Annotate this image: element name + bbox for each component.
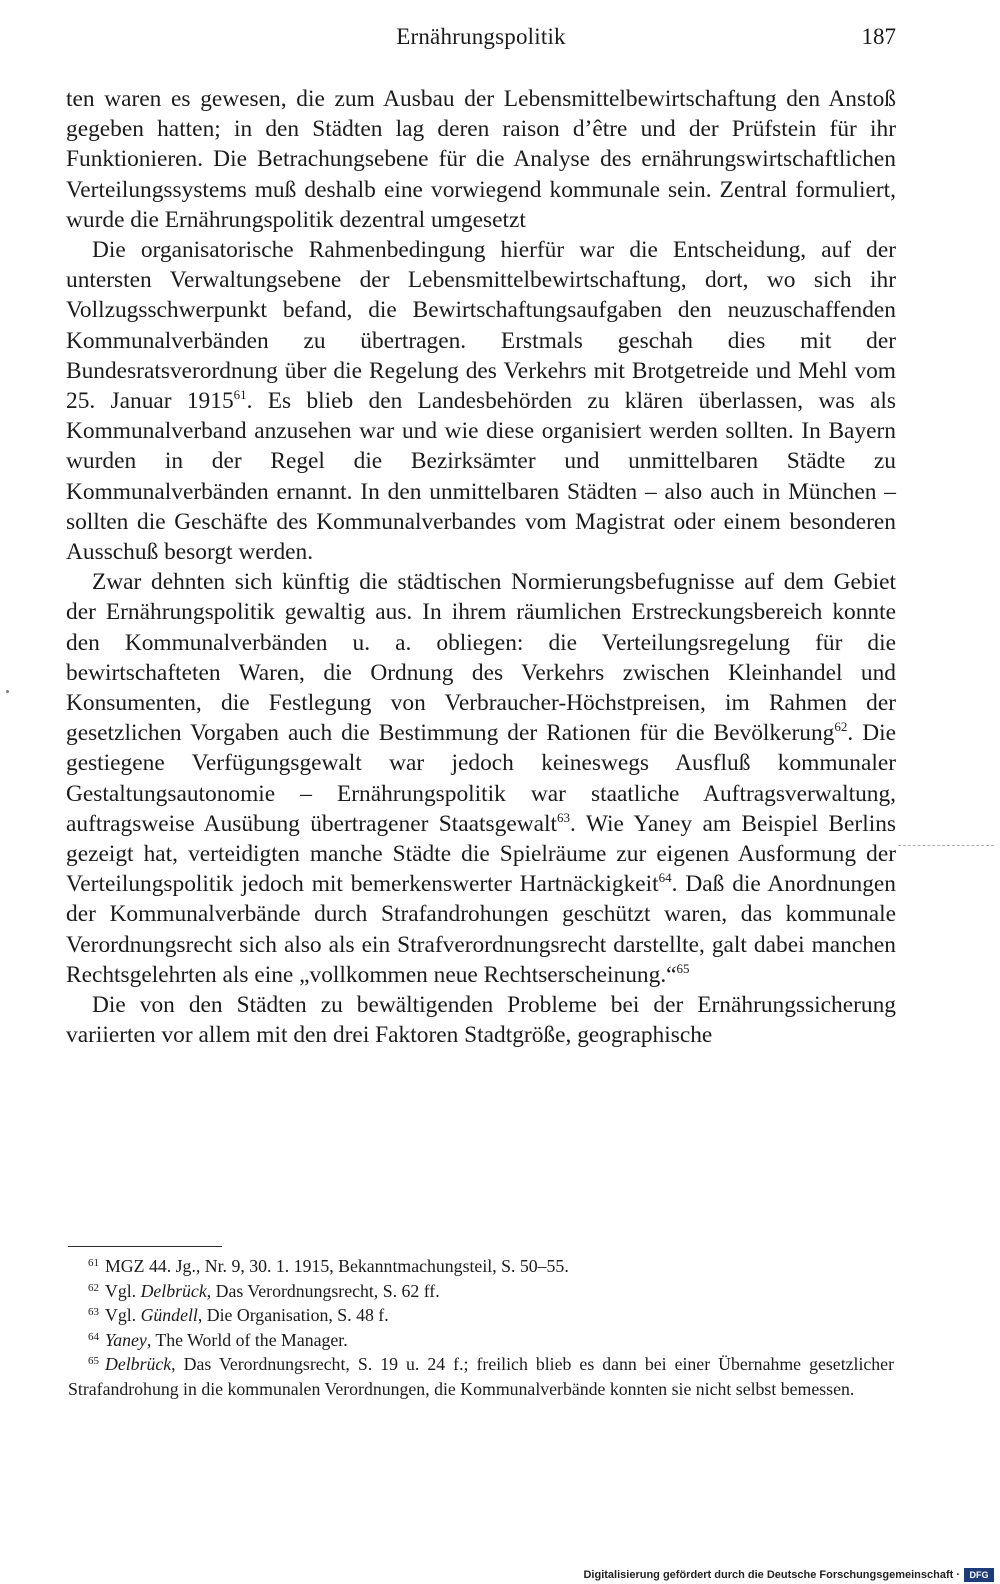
running-title: Ernährungspolitik xyxy=(396,24,566,49)
scan-artifact-dot xyxy=(6,690,9,693)
dfg-logo: DFG xyxy=(964,1568,994,1582)
footnote-64 xyxy=(68,1328,894,1353)
paragraph-2 xyxy=(66,235,896,567)
paragraph-3-part-4: . Daß die Anordnungen der Kommunalverbände durch Strafandrohungen geschützt waren, das kommunale Verordnungsrecht sich also als ein Strafverordnungsrecht darstellte, galt dabei manchen Rechtsgelehrten als eine „vollkommen neue Rechtserscheinung.“ xyxy=(66,871,896,988)
footnote-prefix: Vgl. xyxy=(105,1280,141,1301)
footnote-author: Delbrück xyxy=(105,1354,172,1375)
footnote-author: Delbrück xyxy=(140,1280,207,1301)
footnote-author: Gündell xyxy=(140,1305,198,1326)
footnote-text: MGZ 44. Jg., Nr. 9, 30. 1. 1915, Bekanntmachungsteil, S. 50–55. xyxy=(105,1256,569,1276)
paragraph-3-part-2: . Die gestiegene Verfügungsgewalt war jedoch keineswegs Ausfluß kommunaler Gestaltungsautonomie – Ernährungspolitik war staatliche Auftragsverwaltung, auftragsweise Ausübung übertragener Staatsgewalt xyxy=(66,720,896,837)
paragraph-2-part-1: Die organisatorische Rahmenbedingung hierfür war die Entscheidung, auf der untersten Verwaltungsebene der Lebensmittelbewirtschaftung, dort, wo sich ihr Vollzugsschwerpunkt befand, die Bewirtschaftungsaufgaben den neuzuschaffenden Kommunalverbänden zu übertragen. Erstmals geschah dies mit der Bundesratsverordnung über die Regelung des Verkehrs mit Brotgetreide und Mehl vom 25. Januar 1915 xyxy=(66,237,896,415)
footnote-number: 65 xyxy=(88,1355,99,1368)
paragraph-4: Die von den Städten zu bewältigenden Probleme bei der Ernährungssicherung variierten vor allem mit den drei Faktoren Stadtgröße, geographische xyxy=(66,992,896,1049)
footnote-prefix: Vgl. xyxy=(105,1305,141,1326)
footnote-number: 64 xyxy=(88,1330,99,1343)
page-number: 187 xyxy=(861,24,896,49)
footnotes xyxy=(68,1254,894,1402)
footnote-number: 61 xyxy=(88,1257,99,1269)
footnote-number: 62 xyxy=(88,1281,99,1294)
footnote-text: , The World of the Manager. xyxy=(146,1329,348,1350)
footnote-text: , Die Organisation, S. 48 f. xyxy=(197,1305,389,1326)
paragraph-1: ten waren es gewesen, die zum Ausbau der Lebensmittelbewirtschaftung den Anstoß gegeben hatten; in den Städten lag deren raison d’être und der Prüfstein für ihr Funktionieren. Die Betrachungsebene für die Analyse des ernährungswirtschaftlichen Verteilungssystems muß deshalb eine vorwiegend kommunale sein. Zentral formuliert, wurde die Ernährungspolitik dezentral umgesetzt xyxy=(66,86,896,233)
footnote-text: , Das Verordnungsrecht, S. 62 ff. xyxy=(206,1280,440,1301)
paragraph-2-part-2: . Es blieb den Landesbehörden zu klären überlassen, was als Kommunalverband anzusehen war und wie diese organisiert werden sollten. In Bayern wurden in der Regel die Bezirksämter und unmittelbaren Städte zu Kommunalverbänden ernannt. In den unmittelbaren Städten – also auch in München – sollten die Geschäfte des Kommunalverbandes vom Magistrat oder einem besonderen Ausschuß besorgt werden. xyxy=(66,388,897,566)
paragraph-3-part-1: Zwar dehnten sich künftig die städtischen Normierungsbefugnisse auf dem Gebiet der Ernährungspolitik gewaltig aus. In ihrem räumlichen Erstreckungsbereich konnte den Kommunalverbänden u. a. obliegen: die Verteilungsregelung für die bewirtschafteten Waren, die Ordnung des Verkehrs zwischen Kleinhandel und Konsumenten, die Festlegung von Verbraucher-Höchstpreisen, im Rahmen der gesetzlichen Vorgaben auch die Bestimmung der Rationen für die Bevölkerung xyxy=(66,569,896,747)
footnote-61 xyxy=(68,1254,894,1279)
footnote-number: 63 xyxy=(88,1306,99,1319)
footnote-text: , Das Verordnungsrecht, S. 19 u. 24 f.; freilich blieb es dann bei einer Übernahme gesetzlicher Strafandrohung in die kommunalen Verordnungen, die Kommunalverbände konnten sie nicht selbst bemessen. xyxy=(68,1354,894,1399)
page-header xyxy=(66,24,896,60)
digitization-credit: Digitalisierung gefördert durch die Deutsche Forschungsgemeinschaft · xyxy=(583,1569,960,1581)
footnote-ref-61[interactable]: 61 xyxy=(233,387,247,403)
footnote-ref-64[interactable]: 64 xyxy=(658,870,672,886)
footnote-65 xyxy=(68,1352,894,1401)
footnote-ref-65[interactable]: 65 xyxy=(676,960,690,976)
body-text xyxy=(66,84,896,1051)
scan-artifact-dashes xyxy=(898,845,994,846)
paragraph-3-part-3: . Wie Yaney am Beispiel Berlins gezeigt hat, verteidigten manche Städte die Spielräume zur eigenen Ausformung der Verteilungspolitik jedoch mit bemerkenswerter Hartnäckigkeit xyxy=(66,810,897,898)
paragraph-3 xyxy=(66,567,896,990)
footnote-author: Yaney xyxy=(105,1329,147,1350)
footnote-62 xyxy=(68,1279,894,1304)
footnote-63 xyxy=(68,1303,894,1328)
footnote-ref-62[interactable]: 62 xyxy=(834,719,848,735)
footnote-ref-63[interactable]: 63 xyxy=(557,809,571,825)
footnote-divider xyxy=(68,1246,222,1247)
